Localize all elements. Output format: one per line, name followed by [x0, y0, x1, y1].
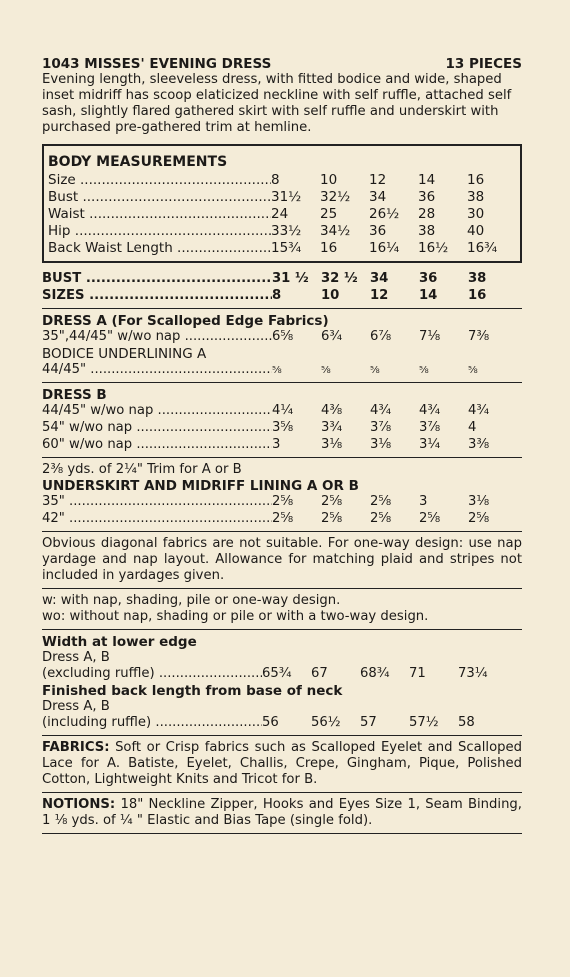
cell-value: 3⅛	[321, 437, 343, 452]
cell-value: 8	[271, 172, 280, 188]
cell-value: 3⅞	[370, 420, 392, 435]
fabrics-text: Soft or Crisp fabrics such as Scalloped Eyelet and Scalloped Lace for A. Batiste, Eyelet, Challis, Crepe, Gingham, Pique, Polished Cotton, Lightweight Knits and Tricot for B.	[42, 740, 522, 787]
cell-value: 34	[369, 189, 387, 205]
cell-value: 68¾	[360, 666, 390, 681]
divider	[42, 833, 522, 834]
cell-value: 3⅞	[419, 420, 441, 435]
cell-value: 16½	[418, 240, 449, 256]
cell-value: 30	[467, 206, 485, 222]
row-label: 35" .....	[42, 494, 272, 510]
cell-value: 3	[419, 494, 428, 509]
cell-value: 4⅜	[321, 403, 343, 418]
cell-value: 14	[418, 172, 436, 188]
cell-value: 57½	[409, 715, 439, 730]
dress-a-row	[42, 329, 522, 346]
cell-value: 12	[370, 288, 389, 303]
with-nap-note: w: with nap, shading, pile or one-way design.	[42, 593, 341, 608]
cell-value: 56½	[311, 715, 341, 730]
cell-value: 67	[311, 666, 328, 681]
cell-value: 2⅝	[272, 511, 294, 526]
row-label: 35",44/45" w/wo nap .....	[42, 329, 272, 345]
underskirt-table	[42, 494, 522, 528]
cell-value: 40	[467, 223, 485, 239]
row-label: SIZES .....	[42, 288, 272, 304]
body-measurements-table	[48, 172, 516, 257]
row-label: 44/45" w/wo nap .....	[42, 403, 272, 419]
table-row	[48, 223, 516, 240]
cell-value: 7⅜	[468, 329, 490, 344]
cell-value: 3¾	[321, 420, 343, 435]
table-row	[48, 240, 516, 257]
bodice-underlining-row	[42, 362, 522, 379]
dress-b-section	[42, 383, 522, 457]
pattern-title: 1043 MISSES' EVENING DRESS	[42, 56, 272, 72]
row-label: Bust .....	[48, 189, 271, 205]
cell-value: 10	[320, 172, 338, 188]
cell-value: 14	[419, 288, 438, 303]
pieces-count: 13 PIECES	[445, 56, 522, 72]
bust-sizes-table	[42, 271, 522, 305]
cell-value: 6¾	[321, 329, 343, 344]
without-nap-note: wo: without nap, shading or pile or with a two-way design.	[42, 609, 429, 624]
table-row	[42, 437, 522, 454]
table-row	[48, 189, 516, 206]
cell-value: 8	[272, 288, 282, 303]
width-lower-edge-title: Width at lower edge	[42, 634, 197, 650]
table-row	[42, 494, 522, 511]
body-measurements-box	[42, 144, 522, 263]
row-label: (including ruffle) .....	[42, 715, 262, 731]
cell-value: 4¾	[468, 403, 490, 418]
notions-text: 18" Neckline Zipper, Hooks and Eyes Size 1, Seam Binding, 1 ⅛ yds. of ¼ " Elastic and Bias Tape (single fold).	[42, 797, 522, 828]
cell-value: 16	[320, 240, 338, 256]
cell-value: 2⅝	[321, 494, 343, 509]
cell-value: 56	[262, 715, 279, 730]
row-label: Back Waist Length .....	[48, 240, 271, 256]
fabrics-label: FABRICS:	[42, 740, 110, 755]
cell-value: 2⅝	[370, 494, 392, 509]
cell-value: ⅝	[370, 365, 380, 376]
cell-value: 24	[271, 206, 289, 222]
row-label: 42" .....	[42, 511, 272, 527]
cell-value: 71	[409, 666, 426, 681]
cell-value: 3⅝	[272, 420, 294, 435]
cell-value: 10	[321, 288, 340, 303]
cell-value: 32½	[320, 189, 351, 205]
back-length-title: Finished back length from base of neck	[42, 683, 343, 699]
width-lower-edge-sub: Dress A, B	[42, 650, 110, 665]
row-label: 54" w/wo nap .....	[42, 420, 272, 436]
cell-value: 2⅝	[272, 494, 294, 509]
cell-value: 38	[418, 223, 436, 239]
bust-sizes-section	[42, 263, 522, 308]
cell-value: 36	[419, 271, 438, 286]
cell-value: 16¼	[369, 240, 400, 256]
cell-value: 12	[369, 172, 387, 188]
cell-value: 4	[468, 420, 477, 435]
row-label: (excluding ruffle) .....	[42, 666, 262, 682]
fabrics-section	[42, 736, 522, 792]
cell-value: 38	[468, 271, 487, 286]
cell-value: 65¾	[262, 666, 292, 681]
back-length-sub: Dress A, B	[42, 699, 110, 714]
cell-value: ⅝	[468, 365, 478, 376]
width-lower-edge-row	[42, 666, 522, 683]
cell-value: 31½	[271, 189, 302, 205]
table-row	[42, 288, 522, 305]
row-label: Waist .....	[48, 206, 271, 222]
table-row	[48, 172, 516, 189]
cell-value: 73¼	[458, 666, 488, 681]
cell-value: 15¾	[271, 240, 302, 256]
dress-b-table	[42, 403, 522, 454]
cell-value: 57	[360, 715, 377, 730]
cell-value: 36	[418, 189, 436, 205]
table-row	[42, 511, 522, 528]
cell-value: 31 ½	[272, 271, 309, 286]
cell-value: 32 ½	[321, 271, 358, 286]
underskirt-section	[42, 458, 522, 531]
cell-value: 2⅝	[468, 511, 490, 526]
cell-value: 28	[418, 206, 436, 222]
cell-value: 34	[370, 271, 389, 286]
cell-value: 36	[369, 223, 387, 239]
pattern-description: Evening length, sleeveless dress, with fitted bodice and wide, shaped inset midriff has scoop elaticized neckline with self ruffle, attached self sash, slightly flared gathered skirt with self ruffle and underskirt with purchased pre-gathered trim at hemline.	[42, 72, 512, 135]
cell-value: 3¼	[419, 437, 441, 452]
cell-value: 2⅝	[419, 511, 441, 526]
cell-value: 16	[468, 288, 487, 303]
pattern-header	[42, 56, 522, 72]
diagonal-fabrics-note: Obvious diagonal fabrics are not suitable. For one-way design: use nap yardage and nap layout. Allowance for matching plaid and stripes not included in yardages given.	[42, 536, 522, 583]
table-row	[42, 271, 522, 288]
cell-value: 3⅜	[468, 437, 490, 452]
table-row	[42, 420, 522, 437]
cell-value: 3	[272, 437, 281, 452]
cell-value: 4¾	[419, 403, 441, 418]
notions-section	[42, 793, 522, 833]
cell-value: 34½	[320, 223, 351, 239]
cell-value: 7⅛	[419, 329, 441, 344]
row-label: 60" w/wo nap .....	[42, 437, 272, 453]
cell-value: 26½	[369, 206, 400, 222]
cell-value: 6⅝	[272, 329, 294, 344]
body-measurements-title: BODY MEASUREMENTS	[48, 154, 228, 170]
cell-value: 6⅞	[370, 329, 392, 344]
back-length-row	[42, 715, 522, 732]
pattern-envelope-back	[42, 52, 522, 834]
cell-value: 3⅛	[468, 494, 490, 509]
row-label: BUST .....	[42, 271, 272, 287]
cell-value: 16¾	[467, 240, 498, 256]
cell-value: 25	[320, 206, 338, 222]
cell-value: 2⅝	[370, 511, 392, 526]
cell-value: ⅝	[419, 365, 429, 376]
dress-a-title: DRESS A (For Scalloped Edge Fabrics)	[42, 313, 329, 329]
bodice-underlining-title: BODICE UNDERLINING A	[42, 346, 207, 362]
cell-value: ⅝	[272, 365, 282, 376]
nap-notes	[42, 589, 522, 629]
dress-b-title: DRESS B	[42, 387, 107, 403]
underskirt-title: UNDERSKIRT AND MIDRIFF LINING A OR B	[42, 478, 359, 494]
cell-value: 4¼	[272, 403, 294, 418]
table-row	[42, 403, 522, 420]
cell-value: 2⅝	[321, 511, 343, 526]
cell-value: 3⅛	[370, 437, 392, 452]
cell-value: 38	[467, 189, 485, 205]
cell-value: ⅝	[321, 365, 331, 376]
cell-value: 4¾	[370, 403, 392, 418]
row-label: Hip .....	[48, 223, 271, 239]
trim-note: 2⅜ yds. of 2¼" Trim for A or B	[42, 462, 242, 477]
dress-a-section	[42, 309, 522, 382]
cell-value: 33½	[271, 223, 302, 239]
row-label: 44/45" .....	[42, 362, 272, 378]
cell-value: 58	[458, 715, 475, 730]
width-lower-edge-section	[42, 630, 522, 735]
row-label: Size .....	[48, 172, 271, 188]
table-row	[48, 206, 516, 223]
notions-label: NOTIONS:	[42, 797, 116, 812]
cell-value: 16	[467, 172, 485, 188]
